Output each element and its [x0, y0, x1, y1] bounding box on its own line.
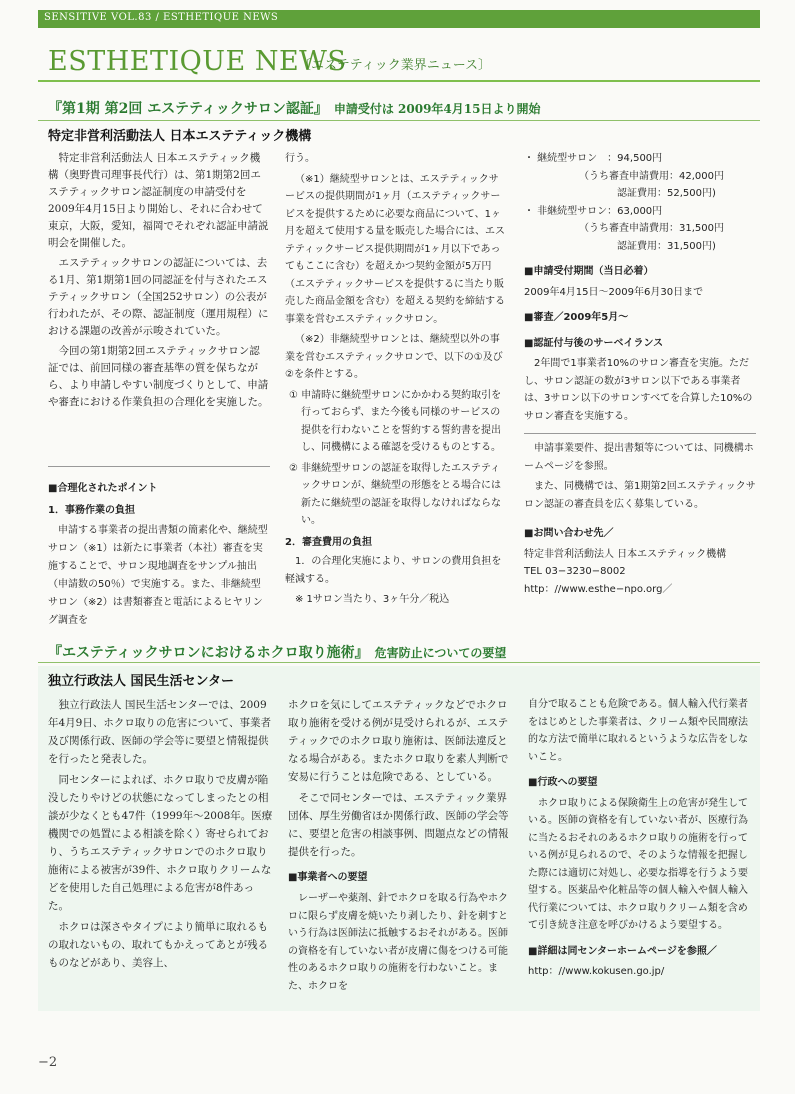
paragraph: （※2）非継続型サロンとは、継続型以外の事業を営むエステティックサロンで、以下の①及び②を条件とする。 — [285, 334, 503, 380]
fee-line: （うち審査申請費用：31,500円 — [579, 223, 724, 234]
fee-line: （うち審査申請費用：42,000円 — [579, 170, 724, 182]
paragraph: 行う。 — [285, 153, 315, 164]
paragraph: 今回の第1期第2回エステティックサロン認証では、前回同様の審査基準の質を保ちながら、より申請しやすい制度づくりとして、申請や審査における作業負担の合理化を実施した。 — [48, 345, 269, 408]
paragraph: ホクロは深さやタイプにより簡単に取れるもの取れないもの、取れてもかえってあとが残るものなどがあり、美容上、 — [48, 921, 269, 969]
column-divider — [48, 466, 270, 467]
contact-org: 特定非営利活動法人 日本エステティック機構 — [524, 548, 727, 560]
fee-line: 認証費用：31,500円) — [617, 240, 716, 252]
article1-column-3 — [524, 150, 756, 598]
section-heading: ■認証付与後のサーベイランス — [524, 337, 664, 349]
paragraph: 独立行政法人 国民生活センターでは、2009年4月9日、ホクロ取りの危害について、事業者及び関係行政、医師の学会等に要望と情報提供を行ったと発表した。 — [48, 699, 271, 765]
contact-heading: ■お問い合わせ先／ — [524, 528, 614, 539]
paragraph: そこで同センターでは、エステティック業界団体、厚生労働省ほか関係行政、医師の学会等に、要望と危害の相談事例、問題点などの情報提供を行った。 — [288, 792, 509, 858]
article2-title: 『エステティックサロンにおけるホクロ取り施術』 危害防止についての要望 — [48, 645, 507, 661]
section-heading: ■審査／2009年5月～ — [524, 312, 629, 323]
paragraph: ホクロを気にしてエステティックなどでホクロ取り施術を受ける例が見受けられるが、エステティックでのホクロ取り施術は、医師法違反となる場合がある。またホクロ取りを素人判断で安易に行うことは危険である、としている。 — [288, 699, 509, 783]
subsection-heading: 2．審査費用の負担 — [285, 536, 372, 548]
paragraph: また、同機構では、第1期第2回エステティックサロン認証の審査員を広く募集している。 — [524, 481, 756, 510]
article2-org: 独立行政法人 国民生活センター — [48, 674, 235, 689]
article2-column-2 — [288, 696, 510, 998]
fee-line: ・ 継続型サロン ：94,500円 — [524, 153, 663, 164]
contact-url[interactable]: http：//www.esthe−npo.org／ — [524, 583, 673, 595]
running-header-bar — [38, 10, 760, 28]
fee-line: ・ 非継続型サロン：63,000円 — [524, 205, 663, 217]
paragraph: エステティックサロンの認証については、去る1月、第1期第1回の同認証を付与されたエステティックサロン（全国252サロン）の公表が行われたが、その際、認証制度（運用規程）における課題の改善が示唆されていた。 — [48, 257, 269, 337]
subsection-heading: 1．事務作業の負担 — [48, 505, 135, 516]
article1-column-1b — [48, 476, 270, 633]
column-divider — [524, 433, 756, 434]
paragraph: 申請する事業者の提出書類の簡素化や、継続型サロン（※1）は新たに事業者（本社）審査を実施することで、サロン現地調査をサンプル抽出（申請数の50％）で実施する。また、非継続型サロン（※2）は書類審査と電話によるヒヤリング調査を — [48, 525, 268, 626]
paragraph: 同センターによれば、ホクロ取りで皮膚が陥没したりやけどの状態になってしまったとの相談が少なくとも47件（1999年〜2008年。医療機関での処置による相談を除く）寄せられており、うちエステティックサロンでのホクロ取り施術による被害が39件、ホクロ取りクリームなどを使用した自己処理による危害が8件あった。 — [48, 774, 273, 912]
article2-column-1 — [48, 696, 274, 975]
paragraph: （※1）継続型サロンとは、エステティックサービスの提供期間が1ヶ月（エステティックサービスを提供するために必要な商品について、1ヶ月を超えて使用する量を販売した場合には、エステティックサービス提供期間が1ヶ月以下であってもここに含む）を超えかつ契約金額が5万円（エステティックサービスを提供するに当たり販売した商品金額を含む）を超える契約を締結する事業を営むエステティックサロン。 — [285, 173, 505, 325]
paragraph: 1．の合理化実施により、サロンの費用負担を軽減する。 — [285, 556, 502, 585]
paragraph: 自分で取ることも危険である。個人輸入代行業者をはじめとした事業者は、クリーム類や民間療法的な方法で簡単に取れるというような広告をしないこと。 — [528, 699, 748, 763]
paragraph: 2年間で1事業者10%のサロン審査を実施。ただし、サロン認証の数が3サロン以下である事業者は、3サロン以下のサロンすべてを合算した10%のサロン審査を実施する。 — [524, 358, 753, 422]
article1-column-1 — [48, 150, 270, 414]
paragraph: レーザーや薬剤、針でホクロを取る行為やホクロに限らず皮膚を焼いたり剥したり、針を刺すという行為は医師法に抵触するおそれがある。医師の資格を有していない者が皮膚に傷をつける可能性のあるホクロ取りの施術を行わないこと。また、ホクロを — [288, 893, 508, 992]
section-heading: ■申請受付期間（当日必着） — [524, 266, 654, 277]
paragraph: ※ 1サロン当たり、3ヶ午分／税込 — [295, 594, 450, 605]
condition-item: ② 非継続型サロンの認証を取得したエステティックサロンが、継続型の形態をとる場合には新たに継続型の認証を取得しなければならない。 — [289, 462, 501, 526]
article2-column-3 — [528, 696, 756, 981]
article1-column-2 — [285, 150, 505, 612]
article2-title-rule — [38, 662, 760, 663]
condition-item: ① 申請時に継続型サロンにかかわる契約取引を行っておらず、また今後も同様のサービスの提供を行わないことを誓約する誓約書を提出し、同機構による確認を受けるものとする。 — [289, 389, 502, 453]
page-number: −2 — [38, 1055, 58, 1070]
section-heading: ■合理化されたポイント — [48, 483, 158, 494]
article1-title-rule — [38, 120, 760, 121]
section-heading: ■行政への要望 — [528, 777, 598, 788]
masthead-title: ESTHETIQUE NEWS — [48, 46, 347, 77]
paragraph: 2009年4月15日～2009年6月30日まで — [524, 286, 704, 298]
running-title: SENSITIVE VOL.83 / ESTHETIQUE NEWS — [44, 12, 279, 23]
article1-org: 特定非営利活動法人 日本エステティック機構 — [48, 129, 312, 144]
detail-url[interactable]: http：//www.kokusen.go.jp/ — [528, 966, 665, 977]
paragraph: 特定非営利活動法人 日本エステティック機構（奥野貴司理事長代行）は、第1期第2回エステティックサロン認証制度の申請受付を2009年4月15日より開始し、それに合わせて東京，大阪，愛知，福岡でそれぞれ認証申請説明会を開催した。 — [48, 152, 269, 249]
fee-line: 認証費用：52,500円) — [617, 188, 716, 199]
contact-tel: TEL 03−3230−8002 — [524, 566, 626, 577]
article1-title: 『第1期 第2回 エステティックサロン認証』 申請受付は 2009年4月15日より開始 — [48, 101, 541, 117]
section-heading: ■詳細は同センターホームページを参照／ — [528, 945, 717, 957]
section-heading: ■事業者への要望 — [288, 872, 368, 883]
masthead-rule — [38, 80, 760, 82]
paragraph: 申請事業要件、提出書類等については、同機構ホームページを参照。 — [524, 443, 754, 472]
masthead-subtitle: 〔エステティック業界ニュース〕 — [298, 58, 492, 73]
paragraph: ホクロ取りによる保険衛生上の危害が発生している。医師の資格を有していない者が、医療行為に当たるおそれのあるホクロ取りの施術を行っている例が見られるので、そのような情報を把握した際には適切に対処し、必要な指導を行うよう要望する。医薬品や化粧品等の個人輸入や個人輸入代行業については、ホクロ取りクリーム類を含めて引き続き注意を呼びかけるよう要望する。 — [528, 797, 748, 931]
